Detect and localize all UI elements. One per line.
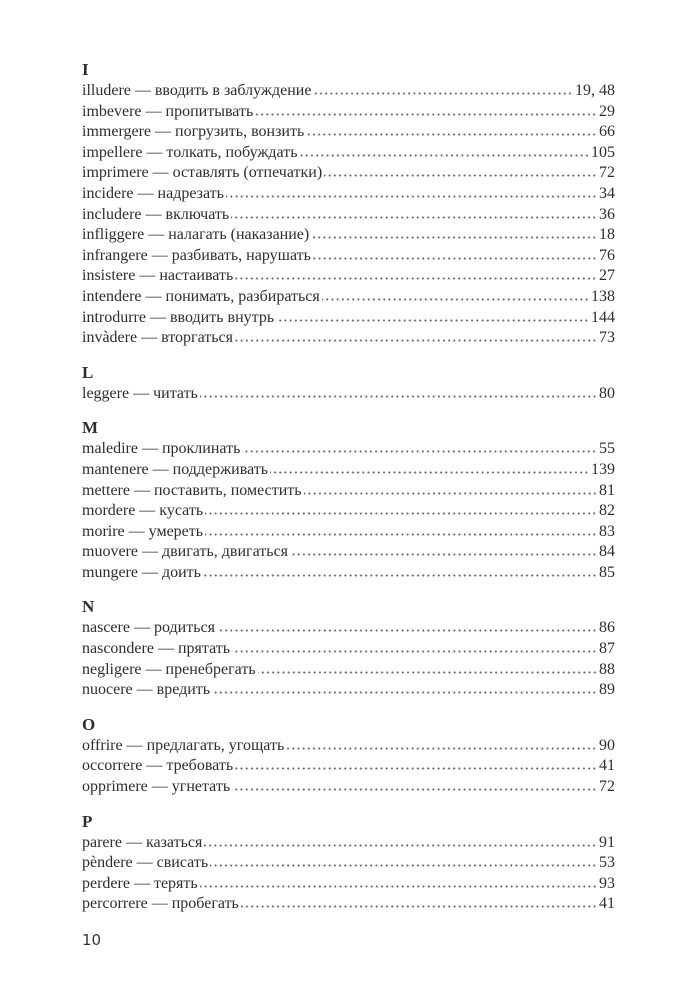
entry-page: 86 [599, 619, 615, 637]
entry-term: mantenere — поддерживать [82, 460, 269, 478]
entry-term: impellere — толкать, побуждать [82, 143, 298, 161]
entry-page: 72 [599, 164, 615, 182]
entry-term: morire — умереть [82, 522, 204, 540]
index-entry [82, 122, 615, 143]
index-entry [82, 287, 615, 308]
entry-term: includere — включать [82, 205, 230, 223]
dot-leader [235, 339, 597, 342]
entry-page: 144 [591, 308, 615, 326]
entry-page: 83 [599, 522, 615, 540]
dot-leader [241, 905, 597, 908]
entry-term: percorrere — пробегать [82, 895, 239, 913]
entry-page: 66 [599, 123, 615, 141]
entry-page: 81 [599, 481, 615, 499]
index-entry [82, 102, 615, 123]
dot-leader [205, 512, 597, 515]
entry-page: 18 [599, 226, 615, 244]
index-section-n [82, 596, 615, 700]
entry-term: imprimere — оставлять (отпечатки) [82, 164, 323, 182]
dot-leader [324, 174, 597, 177]
entry-page: 19, 48 [575, 82, 615, 99]
index-entry [82, 308, 615, 329]
entry-term: infrangere — разбивать, нарушать [82, 246, 311, 264]
index-entry [82, 384, 615, 405]
index-entry [82, 246, 615, 267]
dot-leader [232, 650, 597, 653]
section-letter-heading: N [82, 597, 95, 617]
section-letter-heading: O [82, 714, 96, 734]
index-entry [82, 81, 615, 102]
entry-term: negligere — пренебрегать [82, 660, 256, 678]
index-entry [82, 460, 615, 481]
index-entry [82, 481, 615, 502]
index-entry [82, 563, 615, 584]
dot-leader [290, 553, 597, 556]
dot-leader [205, 533, 597, 536]
page-number: 10 [82, 931, 102, 949]
index-entry [82, 163, 615, 184]
entry-term: illudere — вводить в заблуждение [82, 82, 312, 99]
index-entry [82, 777, 615, 798]
dot-leader [322, 298, 589, 301]
section-letter-heading: I [82, 60, 89, 79]
entry-page: 76 [599, 246, 615, 264]
entry-term: nuocere — вредить [82, 681, 211, 699]
dot-leader [313, 92, 573, 95]
dot-leader [203, 574, 597, 577]
entry-term: nascere — родиться [82, 619, 215, 637]
index-entry [82, 756, 615, 777]
entry-page: 72 [599, 778, 615, 796]
index-entry [82, 439, 615, 460]
index-section-o [82, 714, 615, 798]
entry-term: maledire — проклинать [82, 440, 241, 458]
index-entry [82, 542, 615, 563]
dot-leader [276, 319, 589, 322]
section-letter-heading: P [82, 811, 93, 831]
entry-page: 29 [599, 102, 615, 120]
entry-page: 34 [599, 184, 615, 202]
entry-page: 41 [599, 757, 615, 775]
entry-term: invàdere — вторгаться [82, 329, 234, 347]
entry-term: pèndere — свисать [82, 854, 209, 872]
section-letter-heading: M [82, 418, 99, 438]
entry-page: 84 [599, 543, 615, 561]
index-section-l [82, 362, 615, 405]
index-entry [82, 501, 615, 522]
index-entry [82, 143, 615, 164]
index-entry [82, 225, 615, 246]
index-entry [82, 639, 615, 660]
dot-leader [313, 257, 597, 260]
entry-term: parere — казаться [82, 833, 203, 851]
index-entry [82, 522, 615, 543]
entry-term: immergere — погрузить, вонзить [82, 123, 305, 141]
verb-index [82, 59, 615, 928]
index-entry [82, 266, 615, 287]
dot-leader [200, 395, 597, 398]
index-entry [82, 833, 615, 854]
index-entry [82, 184, 615, 205]
section-letter-heading: L [82, 362, 94, 382]
index-entry [82, 736, 615, 757]
entry-page: 87 [599, 640, 615, 658]
entry-term: offrire — предлагать, угощать [82, 736, 285, 754]
entry-term: mordere — кусать [82, 502, 204, 520]
entry-page: 55 [599, 440, 615, 458]
entry-page: 73 [599, 329, 615, 347]
index-entry [82, 660, 615, 681]
entry-term: incidere — надрезать [82, 184, 224, 202]
index-entry [82, 205, 615, 226]
dot-leader [212, 691, 597, 694]
entry-page: 139 [591, 460, 615, 478]
dot-leader [210, 864, 597, 867]
dot-leader [304, 492, 597, 495]
dot-leader [200, 885, 597, 888]
dot-leader [235, 767, 597, 770]
entry-term: intendere — понимать, разбираться [82, 287, 320, 305]
dot-leader [258, 671, 597, 674]
entry-page: 53 [599, 854, 615, 872]
dot-leader [235, 277, 597, 280]
dot-leader [217, 629, 597, 632]
dot-leader [204, 844, 597, 847]
dot-leader [306, 133, 597, 136]
dot-leader [232, 788, 597, 791]
entry-page: 91 [599, 833, 615, 851]
entry-term: insistere — настаивать [82, 267, 234, 285]
entry-term: muovere — двигать, двигаться [82, 543, 289, 561]
entry-term: infliggere — налагать (наказание) [82, 226, 310, 244]
index-section-m [82, 417, 615, 583]
entry-page: 138 [591, 287, 615, 305]
entry-page: 27 [599, 267, 615, 285]
dot-leader [311, 236, 597, 239]
entry-term: introdurre — вводить внутрь [82, 308, 275, 326]
index-section-i [82, 59, 615, 349]
index-entry [82, 894, 615, 915]
dot-leader [270, 471, 589, 474]
dot-leader [300, 154, 589, 157]
index-entry [82, 874, 615, 895]
entry-page: 82 [599, 502, 615, 520]
entry-term: leggere — читать [82, 384, 198, 402]
entry-page: 88 [599, 660, 615, 678]
entry-term: opprimere — угнетать [82, 778, 231, 796]
entry-term: perdere — терять [82, 874, 198, 892]
index-entry [82, 618, 615, 639]
entry-page: 105 [591, 143, 615, 161]
entry-page: 89 [599, 681, 615, 699]
entry-term: occorrere — требовать [82, 757, 234, 775]
index-entry [82, 328, 615, 349]
entry-page: 36 [599, 205, 615, 223]
entry-page: 90 [599, 736, 615, 754]
index-entry [82, 680, 615, 701]
entry-term: mungere — доить [82, 563, 201, 581]
dot-leader [231, 216, 597, 219]
entry-term: mettere — поставить, поместить [82, 481, 302, 499]
entry-term: imbevere — пропитывать [82, 102, 254, 120]
entry-page: 85 [599, 563, 615, 581]
index-section-p [82, 811, 615, 915]
entry-page: 80 [599, 384, 615, 402]
index-entry [82, 853, 615, 874]
dot-leader [242, 450, 597, 453]
entry-page: 93 [599, 874, 615, 892]
dot-leader [226, 195, 597, 198]
entry-page: 41 [599, 895, 615, 913]
dot-leader [286, 747, 597, 750]
entry-term: nascondere — прятать [82, 640, 231, 658]
dot-leader [255, 113, 597, 116]
